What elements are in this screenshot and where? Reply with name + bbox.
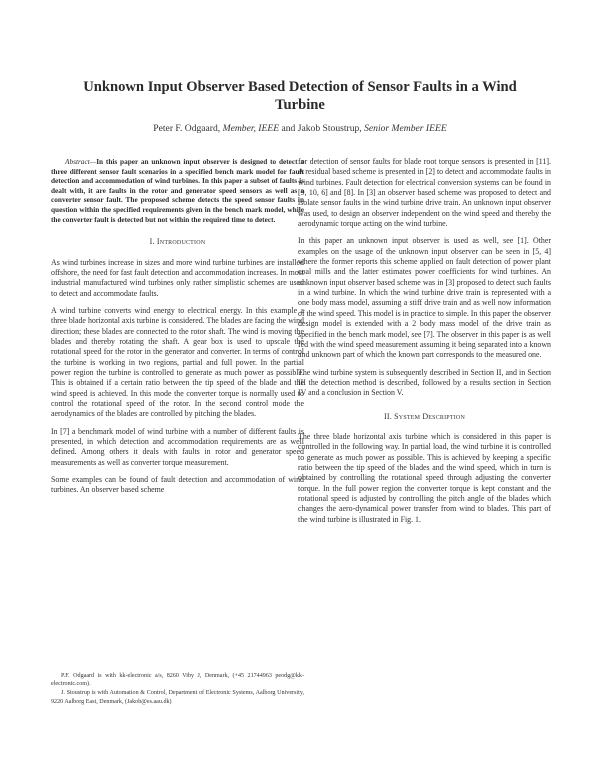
abstract-text: In this paper an unknown input observer is designed to detect a three different sensor fault scenarios in a specified bench mark model for fault detection and accommodation of wind turbines. In this paper a subset of faults is dealt with, it are faults in the rotor and generator speed sensors as well as a converter sensor fault. The proposed scheme detects the speed sensor faults in question within the specified requirements given in the bench mark model, while the converter fault is detected but not within the required time to detect. [51,157,304,224]
intro-paragraph-6: In this paper an unknown input observer is used as well, see [1]. Other examples on the usage of the unknown input observer can be seen in [5, 4] where the former reports this scheme applied on fault detection of power plant coal mills and the latter estimates power coefficients for wind turbines. An unknown input observer based scheme was in [3] proposed to detect such faults in a wind turbine. In which the wind turbine drive train is represented with a one body mass model, assuming a stiff drive train and as well now information of the wind speed. This model is in practice to simple. In this paper the observer design model is extended with a 2 body mass model of the drive train as specified in the bench mark model, see [7]. The observer in this paper is as well fed with the wind speed measurement assuming it being separated into a known and unknown part of which the known part corresponds to the measured one. [298,236,551,360]
footnote-author-1: P.F. Odgaard is with kk-electronic a/s, 8260 Viby J, Denmark, (+45 21744963 peodg@kk-electronic.com). [51,673,304,688]
system-paragraph-1: The three blade horizontal axis turbine which is considered in this paper is controlled in the following way. In partial load, the wind turbine it is controlled to generate as much power as possible. This is achieved by keeping a specific ratio between the tip speed of the blades and the wind speed, which in turn is obtained by controlling the rotational speed through adjusting the converter torque. In the full power region the converter torque is kept constant and the rotational speed is adjusted by controlling the pitch angle of the blades which changes the aero-dynamical power transfer from wind to blades. This part of the wind turbine is illustrated in Fig. 1. [298,431,551,524]
abstract [51,157,304,224]
section-1-number: I. [149,237,157,247]
author-conjunction: and Jakob Stoustrup, [279,123,365,134]
section-heading-introduction [51,237,304,247]
section-2-number: II. [384,411,395,421]
author-2-role: Senior Member IEEE [364,123,447,134]
section-heading-system-description [298,412,551,422]
section-1-name: Introduction [156,237,206,247]
intro-paragraph-3: In [7] a benchmark model of wind turbine with a number of different faults is presented, in which detection and accommodation requirements are as well defined. Among others it deals with faults in rotor and generator speed measurements as well as converter torque measurement. [51,426,304,467]
footnotes [51,672,304,707]
intro-paragraph-5: for detection of sensor faults for blade root torque sensors is presented in [11]. A residual based scheme is presented in [2] to detect and accommodate faults in wind turbines. Fault detection for electrical conversion systems can be found in [9, 10, 6] and [8]. In [3] an observer based scheme was proposed to detect and isolate sensor faults in the wind turbine drive train. An unknown input observer was used, to design an observer independent on the wind speed and thereby the aerodynamic torque acting on the wind turbine. [298,157,551,229]
intro-paragraph-7: The wind turbine system is subsequently described in Section II, and in Section III the detection method is described, followed by a results section in Section IV and a conclusion in Section V. [298,367,551,398]
intro-paragraph-2: A wind turbine converts wind energy to electrical energy. In this example a three blade horizontal axis turbine is considered. The blades are facing the wind direction; these blades are connected to the rotor shaft. The wind is moving the blades and thereby rotating the shaft. A gear box is used to upscale the rotational speed for the rotor in the generator and converter. In terms of control the turbine is working in two regions, partial and full power. In the partial power region the turbine is controlled to generate as much power as possible. This is obtained if a certain ratio between the tip speed of the blade and the wind speed is achieved. In this mode the converter torque is normally used to control the rotational speed of the rotor. In the second control mode the aerodynamics of the blades are controlled by pitching the blades. [51,305,304,419]
author-1-role: Member, IEEE [222,123,280,134]
paper-title: Unknown Input Observer Based Detection of Sensor Faults in a Wind Turbine [83,79,517,113]
left-column [51,157,304,503]
footnote-author-2: J. Stoustrup is with Automation & Control, Department of Electronic Systems, Aalborg University, 9220 Aalborg East, Denmark, (Jakob@es.aau.dk) [51,690,304,705]
intro-paragraph-4: Some examples can be found of fault detection and accommodation of wind turbines. An observer based scheme [51,475,304,495]
author-line [60,123,540,134]
right-column [298,157,551,532]
abstract-lead: Abstract— [65,157,97,166]
section-2-name: System Description [394,411,465,421]
author-1-name: Peter F. Odgaard, [153,123,223,134]
intro-paragraph-1: As wind turbines increase in sizes and more wind turbine turbines are installed offshore, the need for fast fault detection and accommodation increases. In most industrial manufactured wind turbines only rather simplistic schemes are used to detect and accommodate faults. [51,257,304,298]
